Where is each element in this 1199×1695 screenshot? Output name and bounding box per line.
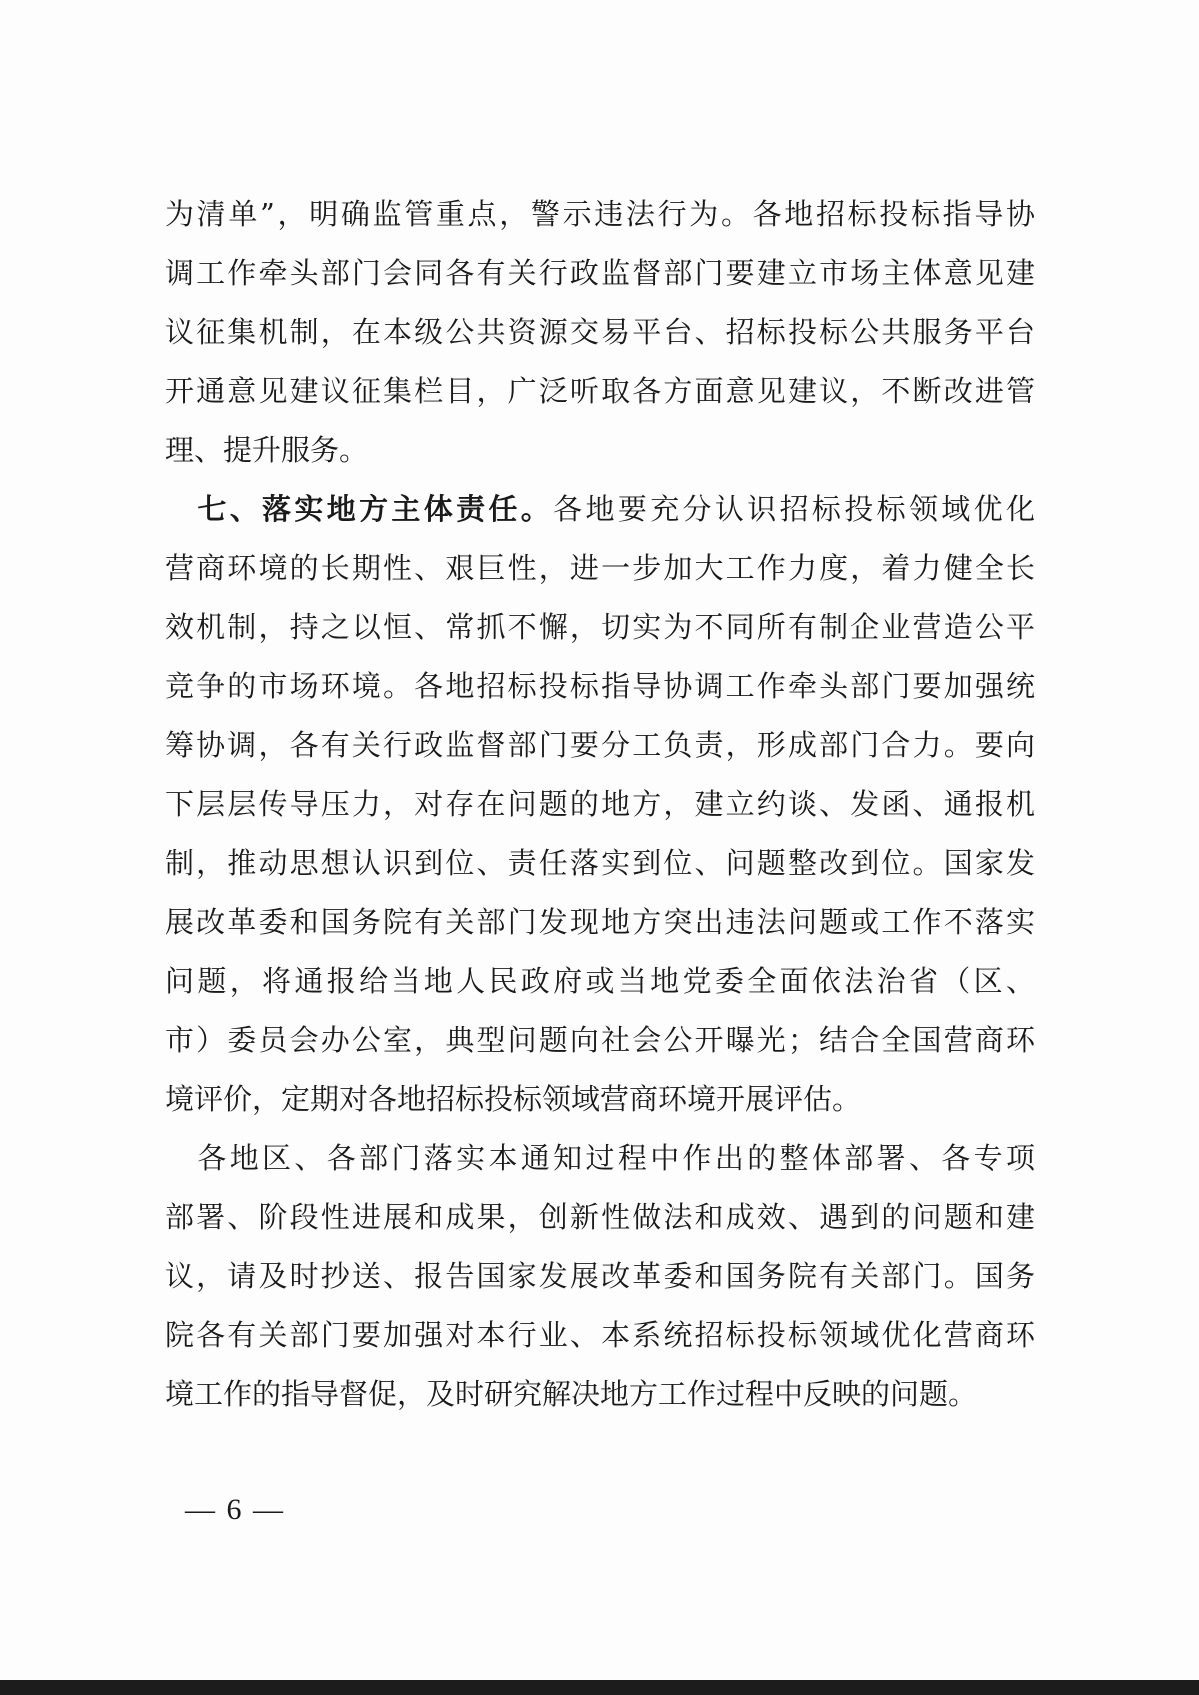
closing-paragraph-first-line bbox=[165, 1129, 1035, 1188]
text-line: 下层层传导压力，对存在问题的地方，建立约谈、发函、通报机 bbox=[165, 787, 1035, 821]
page-number: — 6 — bbox=[185, 1493, 285, 1526]
body-text bbox=[165, 185, 1035, 1424]
text-line: 议征集机制，在本级公共资源交易平台、招标投标公共服务平台 bbox=[165, 315, 1035, 349]
text-line: 筹协调，各有关行政监督部门要分工负责，形成部门合力。要向 bbox=[165, 728, 1035, 762]
text-line: 为清单”，明确监管重点，警示违法行为。各地招标投标指导协 bbox=[165, 197, 1035, 231]
scan-bottom-edge bbox=[0, 1680, 1199, 1695]
text-line: 理、提升服务。 bbox=[165, 433, 369, 467]
text-line: 问题，将通报给当地人民政府或当地党委全面依法治省（区、 bbox=[165, 964, 1035, 998]
text-line: 开通意见建议征集栏目，广泛听取各方面意见建议，不断改进管 bbox=[165, 374, 1035, 408]
text-line: 境工作的指导督促，及时研究解决地方工作过程中反映的问题。 bbox=[165, 1377, 978, 1411]
text-line: 议，请及时抄送、报告国家发展改革委和国务院有关部门。国务 bbox=[165, 1259, 1035, 1293]
text-line: 调工作牵头部门会同各有关行政监督部门要建立市场主体意见建 bbox=[165, 256, 1035, 290]
text-line: 竞争的市场环境。各地招标投标指导协调工作牵头部门要加强统 bbox=[165, 669, 1035, 703]
text-line: 市）委员会办公室，典型问题向社会公开曝光；结合全国营商环 bbox=[165, 1023, 1035, 1057]
section-heading: 七、落实地方主体责任。 bbox=[197, 492, 554, 526]
text-line: 制，推动思想认识到位、责任落实到位、问题整改到位。国家发 bbox=[165, 846, 1035, 880]
text-line: 营商环境的长期性、艰巨性，进一步加大工作力度，着力健全长 bbox=[165, 551, 1035, 585]
text-fragment: 各地区、各部门落实本通知过程中作出的整体部署、各专项 bbox=[197, 1141, 1035, 1175]
text-line: 部署、阶段性进展和成果，创新性做法和成效、遇到的问题和建 bbox=[165, 1200, 1035, 1234]
text-line: 院各有关部门要加强对本行业、本系统招标投标领域优化营商环 bbox=[165, 1318, 1035, 1352]
section-seven-first-line bbox=[165, 480, 1035, 539]
text-line: 效机制，持之以恒、常抓不懈，切实为不同所有制企业营造公平 bbox=[165, 610, 1035, 644]
text-line: 展改革委和国务院有关部门发现地方突出违法问题或工作不落实 bbox=[165, 905, 1035, 939]
text-line: 境评价，定期对各地招标投标领域营商环境开展评估。 bbox=[165, 1082, 862, 1116]
text-fragment: 各地要充分认识招标投标领域优化 bbox=[553, 492, 1035, 526]
